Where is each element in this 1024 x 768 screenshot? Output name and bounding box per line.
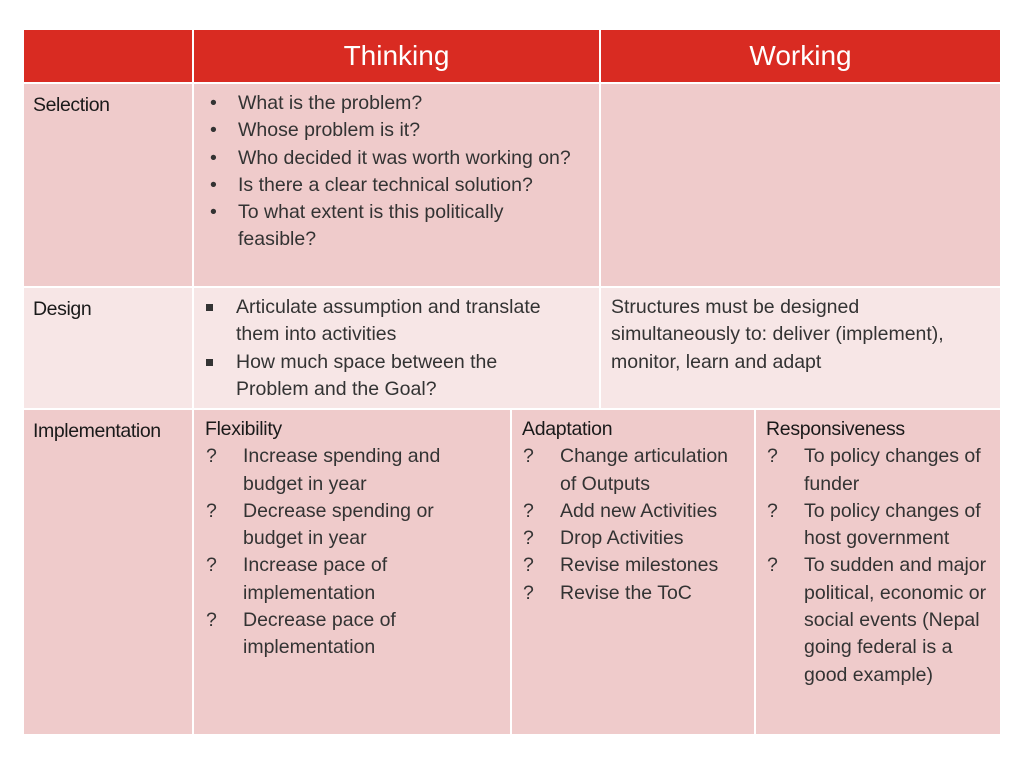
question-marker-icon: ? <box>206 554 217 577</box>
header-working: Working <box>601 30 1000 84</box>
bullet-icon: • <box>210 173 217 196</box>
responsiveness-heading: Responsiveness <box>766 418 905 440</box>
list-item-text: Revise milestones <box>560 554 719 577</box>
list-item <box>205 607 473 662</box>
question-marker-icon: ? <box>523 581 534 604</box>
row-label-design: Design <box>24 288 194 410</box>
list-item-text: Revise the ToC <box>560 581 692 604</box>
list-item-text: To policy changes of host government <box>804 499 981 550</box>
list-item-text: Is there a clear technical solution? <box>238 173 533 196</box>
adaptation-cell <box>512 410 756 734</box>
framework-table <box>24 30 1000 734</box>
list-item-text: Decrease pace of implementation <box>243 609 396 659</box>
row-label-implementation: Implementation <box>24 410 194 734</box>
list-item <box>205 552 473 607</box>
question-marker-icon: ? <box>206 499 217 522</box>
list-item-text: What is the problem? <box>238 92 423 114</box>
list-item-text: Add new Activities <box>560 499 718 522</box>
question-marker-icon: ? <box>206 609 217 632</box>
list-item <box>204 145 578 172</box>
list-item-text: Articulate assumption and translate them into activities <box>236 296 541 346</box>
header-thinking: Thinking <box>194 30 601 84</box>
question-marker-icon: ? <box>767 554 778 577</box>
list-item <box>522 498 748 525</box>
list-item <box>204 294 589 349</box>
question-marker-icon: ? <box>523 445 534 468</box>
question-marker-icon: ? <box>523 527 534 550</box>
bullet-icon: • <box>210 201 217 224</box>
selection-thinking-cell <box>194 84 601 288</box>
list-item <box>204 90 589 117</box>
list-item <box>522 552 748 579</box>
question-marker-icon: ? <box>523 499 534 522</box>
list-item <box>522 525 748 552</box>
adaptation-list <box>522 443 748 607</box>
list-item-text: To sudden and major political, economic or social events (Nepal going federal is a good example) <box>804 554 987 686</box>
question-marker-icon: ? <box>767 445 778 468</box>
list-item <box>204 117 589 144</box>
list-item-text: Increase pace of implementation <box>243 554 388 604</box>
list-item-text: Decrease spending or budget in year <box>243 499 434 550</box>
list-item <box>522 580 748 607</box>
list-item-text: To what extent is this politically feasible? <box>238 201 504 251</box>
list-item-text: To policy changes of funder <box>804 445 981 495</box>
list-item-text: Drop Activities <box>560 527 684 550</box>
list-item <box>766 552 994 688</box>
list-item-text: How much space between the Problem and the Goal? <box>236 350 498 400</box>
question-marker-icon: ? <box>206 445 217 468</box>
list-item-text: Who decided it was worth working on? <box>238 146 571 169</box>
square-bullet-icon <box>206 359 213 366</box>
design-thinking-cell <box>194 288 601 410</box>
list-item <box>204 349 536 404</box>
row-label-selection: Selection <box>24 84 194 288</box>
list-item <box>205 443 473 498</box>
list-item-text: Change articulation of Outputs <box>560 445 729 495</box>
list-item <box>205 498 473 553</box>
list-item <box>766 443 994 498</box>
adaptation-heading: Adaptation <box>522 418 613 440</box>
bullet-icon: • <box>210 146 217 169</box>
square-bullet-icon <box>206 304 213 311</box>
selection-thinking-list <box>204 90 589 254</box>
flexibility-heading: Flexibility <box>205 418 282 440</box>
design-working-text: Structures must be designed simultaneously to: deliver (implement), monitor, learn and adapt <box>611 296 944 373</box>
flexibility-list <box>205 443 500 661</box>
question-marker-icon: ? <box>523 554 534 577</box>
flexibility-cell <box>194 410 512 734</box>
design-working-cell <box>601 288 1000 410</box>
list-item <box>204 172 589 199</box>
responsiveness-list <box>766 443 994 689</box>
list-item <box>204 199 548 254</box>
list-item <box>766 498 994 553</box>
list-item-text: Increase spending and budget in year <box>243 445 441 495</box>
list-item <box>522 443 748 498</box>
design-thinking-list <box>204 294 589 403</box>
selection-working-cell <box>601 84 1000 288</box>
list-item-text: Whose problem is it? <box>238 119 421 142</box>
question-marker-icon: ? <box>767 499 778 522</box>
header-empty-cell <box>24 30 194 84</box>
bullet-icon: • <box>210 119 217 142</box>
responsiveness-cell <box>756 410 1000 734</box>
bullet-icon: • <box>210 92 217 114</box>
